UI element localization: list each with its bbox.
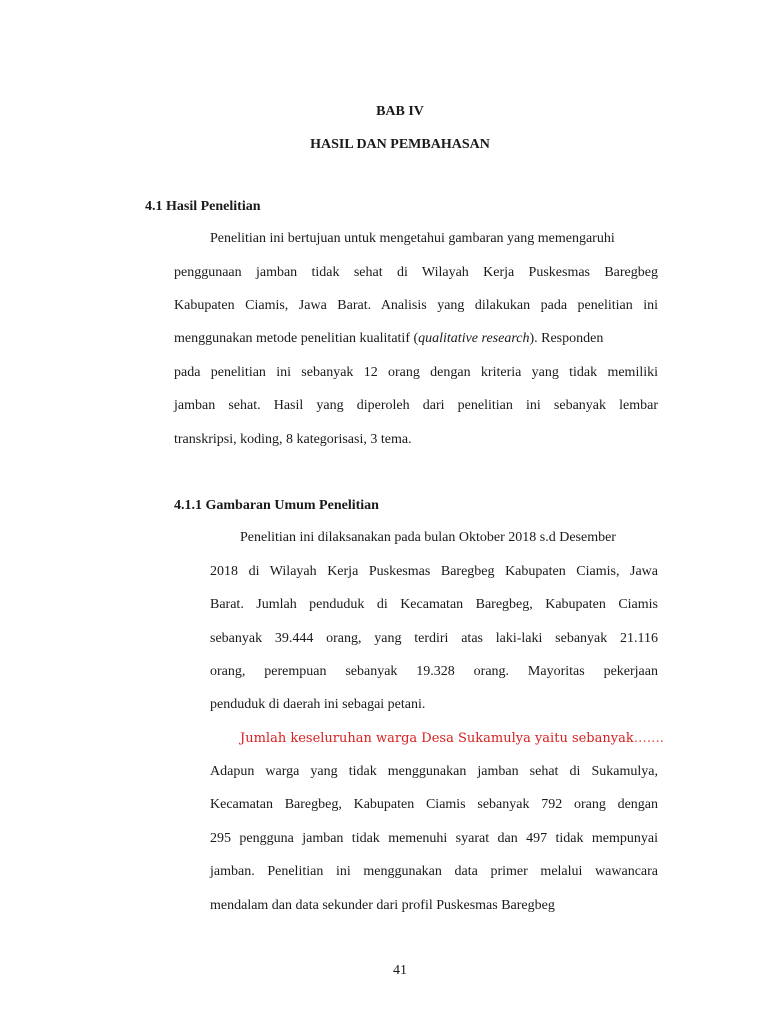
paragraph-line: sebanyak 39.444 orang, yang terdiri atas laki-laki sebanyak 21.116 xyxy=(210,631,658,646)
paragraph-line: penduduk di daerah ini sebagai petani. xyxy=(210,697,426,712)
paragraph-line: 2018 di Wilayah Kerja Puskesmas Baregbeg Kabupaten Ciamis, Jawa xyxy=(210,564,658,579)
paragraph-line: mendalam dan data sekunder dari profil Puskesmas Baregbeg xyxy=(210,898,555,913)
paragraph-line: Barat. Jumlah penduduk di Kecamatan Baregbeg, Kabupaten Ciamis xyxy=(210,597,658,612)
paragraph-line: orang, perempuan sebanyak 19.328 orang. Mayoritas pekerjaan xyxy=(210,664,658,679)
section-heading-4-1: 4.1 Hasil Penelitian xyxy=(145,199,261,214)
paragraph-line: transkripsi, koding, 8 kategorisasi, 3 tema. xyxy=(174,432,412,447)
paragraph-line: jamban sehat. Hasil yang diperoleh dari penelitian ini sebanyak lembar xyxy=(174,398,658,413)
red-note-dots: ……. xyxy=(633,731,664,746)
paragraph-line: Kabupaten Ciamis, Jawa Barat. Analisis yang dilakukan pada penelitian ini xyxy=(174,298,658,313)
paragraph-line: jamban. Penelitian ini menggunakan data primer melalui wawancara xyxy=(210,864,658,879)
paragraph-line: 295 pengguna jamban tidak memenuhi syarat dan 497 tidak mempunyai xyxy=(210,831,658,846)
red-note-text: Jumlah keseluruhan warga Desa Sukamulya yaitu sebanyak xyxy=(240,731,634,746)
section-heading-4-1-1: 4.1.1 Gambaran Umum Penelitian xyxy=(174,498,379,513)
italic-term: qualitative research xyxy=(418,331,530,346)
paragraph-line: pada penelitian ini sebanyak 12 orang dengan kriteria yang tidak memiliki xyxy=(174,365,658,380)
paragraph-line: Adapun warga yang tidak menggunakan jamban sehat di Sukamulya, xyxy=(210,764,658,779)
chapter-label: BAB IV xyxy=(376,104,424,119)
page-number: 41 xyxy=(393,963,407,978)
chapter-title: HASIL DAN PEMBAHASAN xyxy=(310,137,490,152)
paragraph-line: Penelitian ini bertujuan untuk mengetahui gambaran yang memengaruhi xyxy=(210,231,615,246)
paragraph-line: penggunaan jamban tidak sehat di Wilayah Kerja Puskesmas Baregbeg xyxy=(174,265,658,280)
highlighted-note-line xyxy=(240,731,664,747)
paragraph-line: Kecamatan Baregbeg, Kabupaten Ciamis sebanyak 792 orang dengan xyxy=(210,797,658,812)
paragraph-line: menggunakan metode penelitian kualitatif (qualitative research). Responden xyxy=(174,331,604,346)
paragraph-line: Penelitian ini dilaksanakan pada bulan Oktober 2018 s.d Desember xyxy=(240,530,616,545)
